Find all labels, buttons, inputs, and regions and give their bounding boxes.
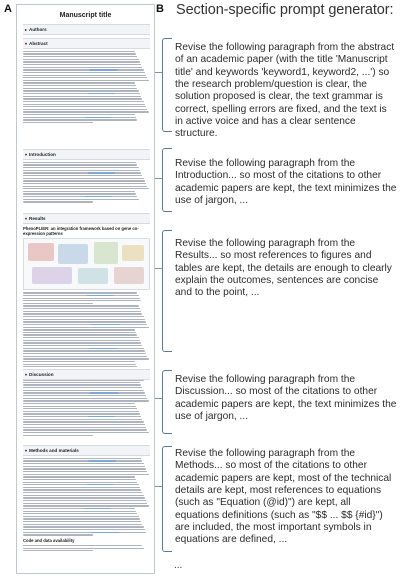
methods-section: [23, 445, 150, 553]
methods-connector: [155, 486, 162, 487]
text-line: [23, 416, 141, 417]
introduction-text: [23, 162, 150, 203]
text-line: [23, 384, 141, 385]
text-line: [23, 114, 135, 115]
text-line: [23, 101, 144, 102]
manuscript-preview: [16, 4, 155, 574]
discussion-bracket: [162, 370, 172, 434]
introduction-heading: Introduction: [29, 151, 56, 157]
text-line: [23, 300, 141, 301]
text-line: [23, 495, 144, 496]
abstract-connector: [155, 72, 162, 73]
prompt-discussion: Revise the following paragraph from the Discussion... so most of the citations to other academic papers are kept, the text minimizes the use of jargon, ...: [175, 374, 397, 423]
abstract-section: [23, 38, 150, 125]
text-line: [23, 186, 147, 187]
text-line: [23, 117, 136, 118]
text-line: [23, 59, 139, 60]
text-line: [23, 61, 140, 62]
text-line: [23, 435, 93, 436]
text-line: [23, 532, 146, 533]
text-line: [23, 463, 144, 464]
prompt-introduction: Revise the following paragraph from the Introduction... so most of the citations to other academic papers are kept, the text minimizes the use of jargon, ...: [175, 158, 397, 207]
text-line: [23, 427, 146, 428]
text-line: [23, 109, 147, 110]
text-line: [23, 413, 140, 414]
chevron-right-icon: ▸: [25, 26, 28, 32]
text-line: [23, 96, 141, 97]
text-line: [23, 77, 147, 78]
text-line: [23, 98, 142, 99]
text-line: [23, 398, 147, 399]
text-line: [23, 492, 142, 493]
text-line: [23, 69, 144, 70]
text-line: [23, 162, 136, 163]
chevron-down-icon: ▾: [25, 371, 28, 377]
methods-bracket: [162, 446, 172, 552]
text-line: [23, 366, 137, 367]
text-line: [23, 424, 145, 425]
text-line: [23, 400, 149, 401]
text-line: [23, 468, 146, 469]
text-line: [23, 511, 136, 512]
text-line: [23, 411, 139, 412]
text-line: [23, 111, 149, 112]
text-line: [23, 93, 140, 94]
text-line: [23, 321, 146, 322]
text-line: [23, 382, 140, 383]
text-line: [23, 534, 93, 535]
text-line: [23, 183, 146, 184]
text-line: [23, 329, 135, 330]
panel-label-a: A: [4, 3, 12, 15]
results-subtitle: PhenoPLIER: an integration framework based on gene co-expression patterns: [23, 225, 139, 236]
text-line: [23, 348, 144, 349]
text-line: [23, 392, 145, 393]
results-bracket: [162, 230, 172, 352]
text-line: [23, 487, 140, 488]
text-line: [23, 64, 141, 65]
text-line: [23, 104, 145, 105]
text-line: [23, 82, 135, 83]
text-line: [23, 460, 142, 461]
introduction-section: [23, 149, 150, 204]
text-line: [23, 518, 140, 519]
prompt-results: Revise the following paragraph from the Results... so most references to figures and tables are kept, the details are enough to clearly explain the outcomes, sentences are concise and to the point, ...: [175, 238, 392, 299]
text-line: [23, 395, 146, 396]
text-line: [23, 313, 142, 314]
discussion-heading: Discussion: [29, 371, 54, 377]
text-line: [23, 476, 135, 477]
abstract-bracket: [162, 38, 172, 132]
text-line: [23, 308, 140, 309]
text-line: [23, 303, 93, 304]
text-line: [23, 334, 137, 335]
text-line: [23, 406, 136, 407]
prompt-methods: Revise the following paragraph from the Methods... so most of the citations to other academic papers are kept, most of the technical details are kept, most references to equations (such as "Equation (@id)") are kept, all equations definitions (such as "$$ ... $$ {#id}") are included, the most important symbols in equations are defined, ...: [175, 448, 392, 546]
text-line: [23, 340, 140, 341]
text-line: [23, 311, 141, 312]
text-line: [23, 172, 141, 173]
text-line: [23, 471, 147, 472]
text-line: [23, 482, 137, 483]
text-line: [23, 390, 144, 391]
text-line: [23, 305, 139, 306]
code-data-heading: Code and data availability: [23, 537, 75, 543]
results-section: [23, 213, 150, 385]
discussion-connector: [155, 398, 162, 399]
prompt-abstract: Revise the following paragraph from the abstract of an academic paper (with the title 'Manuscript title' and keywords 'keyword1, keyword2, ...') so the research problem/question is clear, the solution proposed is clear, the text grammar is correct, spelling errors are fixed, and the text is in active voice and has a clear sentence structure.: [175, 42, 395, 140]
abstract-heading: Abstract: [29, 40, 48, 46]
text-line: [23, 432, 149, 433]
methods-heading: Methods and materials: [29, 447, 79, 453]
text-line: [23, 196, 137, 197]
text-line: [23, 429, 147, 430]
text-line: [23, 319, 145, 320]
text-line: [23, 191, 135, 192]
text-line: [23, 364, 136, 365]
text-line: [23, 88, 137, 89]
text-line: [23, 167, 139, 168]
text-line: [23, 56, 137, 57]
authors-heading: Authors: [29, 26, 47, 32]
text-line: [23, 524, 142, 525]
text-line: [23, 421, 144, 422]
results-figure: [23, 238, 150, 290]
text-line: [23, 545, 142, 546]
text-line: [23, 358, 149, 359]
chevron-down-icon: ▾: [25, 151, 28, 157]
text-line: [23, 72, 145, 73]
text-line: [23, 529, 145, 530]
text-line: [23, 387, 142, 388]
text-line: [23, 67, 142, 68]
text-line: [23, 345, 142, 346]
discussion-text: [23, 382, 150, 436]
text-line: [23, 508, 135, 509]
chevron-down-icon: ▾: [25, 40, 28, 46]
chevron-down-icon: ▾: [25, 215, 28, 221]
text-line: [23, 90, 139, 91]
text-line: [23, 513, 137, 514]
text-line: [23, 361, 135, 362]
text-line: [23, 175, 142, 176]
text-line: [23, 180, 145, 181]
chevron-down-icon: ▾: [25, 447, 28, 453]
text-line: [23, 324, 147, 325]
prompt-generator-heading: Section-specific prompt generator:: [176, 2, 394, 18]
text-line: [23, 356, 147, 357]
text-line: [23, 526, 144, 527]
text-line: [23, 164, 137, 165]
abstract-text: [23, 51, 150, 124]
text-line: [23, 350, 145, 351]
manuscript-title: Manuscript title: [59, 12, 112, 19]
text-line: [23, 497, 145, 498]
text-line: [23, 484, 139, 485]
text-line: [23, 119, 137, 120]
text-line: [23, 170, 140, 171]
text-line: [23, 332, 136, 333]
text-line: [23, 403, 135, 404]
figure-caption: [23, 292, 150, 304]
introduction-bracket: [162, 148, 172, 212]
text-line: [23, 479, 136, 480]
text-line: [23, 106, 146, 107]
discussion-section: [23, 369, 150, 437]
text-line: [23, 505, 149, 506]
code-data-text: [23, 545, 150, 552]
text-line: [23, 521, 141, 522]
text-line: [23, 295, 139, 296]
authors-section: [23, 24, 150, 37]
text-line: [23, 51, 135, 52]
introduction-connector: [155, 178, 162, 179]
text-line: [23, 316, 144, 317]
text-line: [23, 342, 141, 343]
text-line: [23, 53, 136, 54]
text-line: [23, 199, 139, 200]
text-line: [23, 292, 137, 293]
text-line: [23, 548, 144, 549]
text-line: [23, 193, 136, 194]
text-line: [23, 85, 136, 86]
text-line: [23, 327, 149, 328]
methods-text: [23, 458, 150, 536]
text-line: [23, 503, 147, 504]
results-connector: [155, 268, 162, 269]
text-line: [23, 419, 142, 420]
trailing-ellipsis: ...: [174, 560, 183, 571]
text-line: [23, 550, 93, 551]
text-line: [23, 188, 149, 189]
text-line: [23, 408, 137, 409]
text-line: [23, 500, 146, 501]
text-line: [23, 201, 93, 202]
text-line: [23, 489, 141, 490]
text-line: [23, 353, 146, 354]
text-line: [23, 298, 140, 299]
text-line: [23, 75, 146, 76]
results-heading: Results: [29, 215, 46, 221]
text-line: [23, 178, 144, 179]
text-line: [23, 80, 149, 81]
text-line: [23, 466, 145, 467]
text-line: [23, 474, 149, 475]
text-line: [23, 122, 93, 123]
text-line: [23, 337, 139, 338]
text-line: [23, 516, 139, 517]
text-line: [23, 458, 141, 459]
panel-label-b: B: [156, 3, 164, 15]
